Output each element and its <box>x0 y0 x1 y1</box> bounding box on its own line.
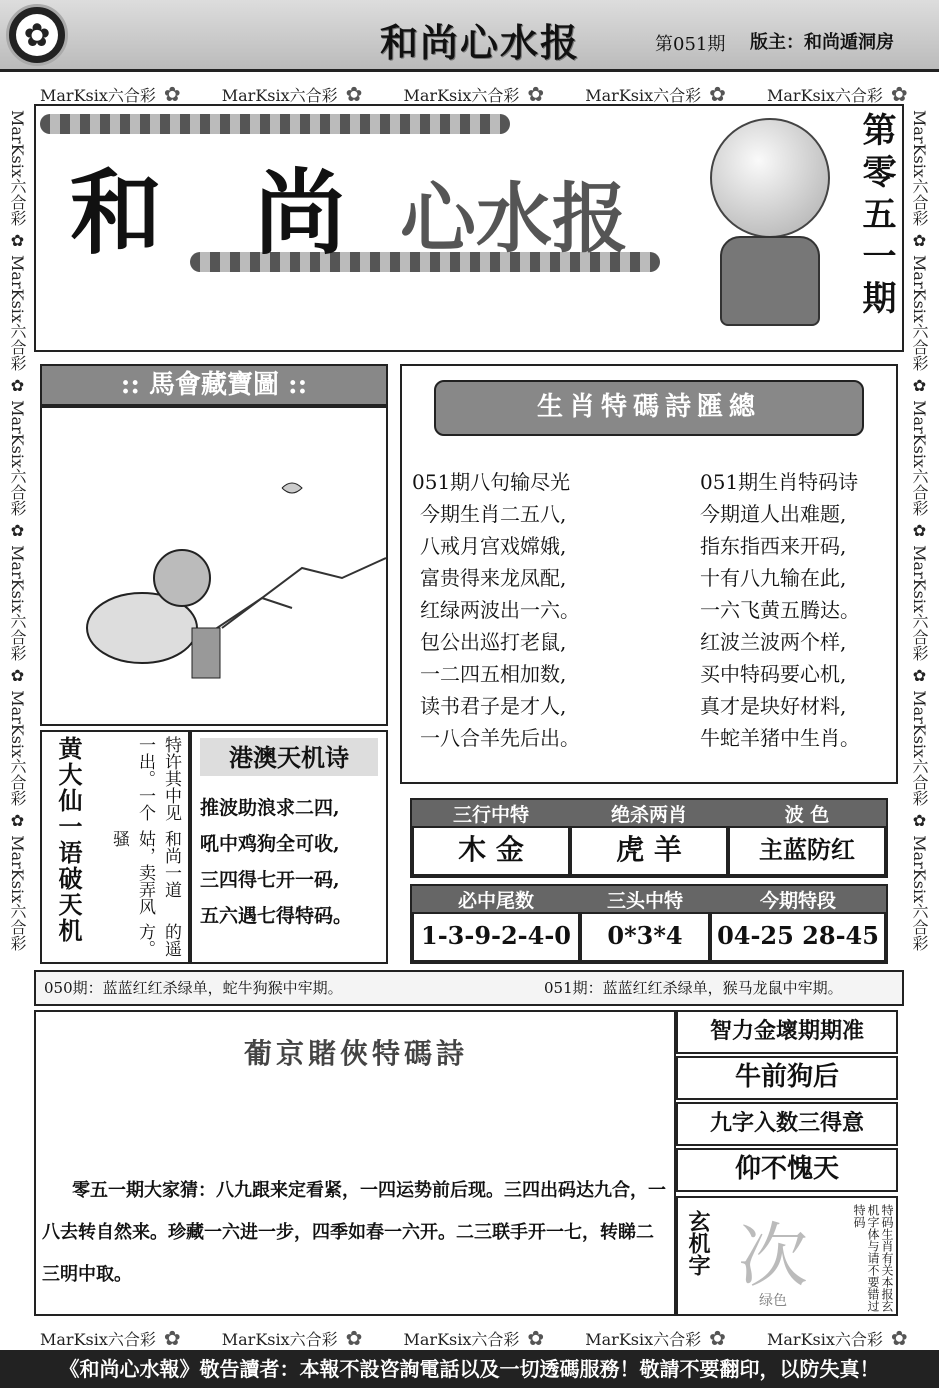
issue-vertical: 第零五一期 <box>856 112 896 322</box>
stats-head: 波 色 <box>728 800 886 826</box>
stats-head: 绝杀两肖 <box>570 800 728 826</box>
stats-value: 木 金 <box>412 826 570 876</box>
footer-notice: 《和尚心水報》敬告讀者：本報不設咨詢電話以及一切透碼服務！敬請不要翻印，以防失真！ <box>0 1350 939 1388</box>
poem-left-title: 051期八句输尽光 <box>412 470 571 494</box>
watermark-col-left: MarKsix六合彩 ✿ MarKsix六合彩 ✿ MarKsix六合彩 ✿ MarKsix六合彩 ✿ MarKsix六合彩 ✿ MarKsix六合彩 <box>8 110 27 952</box>
poem-line: 读书君子是才人, <box>420 694 567 718</box>
right-box-line4: 仰不愧天 <box>676 1148 898 1192</box>
poem-line: 十有八九输在此, <box>700 566 847 590</box>
flower-icon: ✿ <box>345 1326 363 1350</box>
gambler-poem-title: 葡京賭俠特碼詩 <box>243 1037 468 1070</box>
gangao-poem-title: 港澳天机诗 <box>200 738 378 776</box>
stats-value: 主蓝防红 <box>728 826 886 876</box>
poem-line: 八戒月宫戏嫦娥, <box>420 534 567 558</box>
poem-line: 包公出巡打老鼠, <box>420 630 567 654</box>
poem-line: 真才是块好材料, <box>700 694 847 718</box>
flower-icon: ✿ <box>163 1326 181 1350</box>
gangao-line: 五六遇七得特码。 <box>200 905 353 927</box>
poem-line: 今期道人出难题, <box>700 502 847 526</box>
flower-icon: ✿ <box>890 82 908 106</box>
xuanji-sublabel: 绿色 <box>759 1293 787 1309</box>
flower-icon: ✿ <box>890 1326 908 1350</box>
results-051: 051期：蓝蓝红红杀绿单，猴马龙鼠中牢期。 <box>544 979 843 997</box>
bauhinia-icon: ✿ <box>16 14 58 56</box>
watermark-row-top: MarKsix六合彩 ✿ MarKsix六合彩 ✿ MarKsix六合彩 ✿ MarKsix六合彩 ✿ MarKsix六合彩 ✿ <box>40 82 908 106</box>
results-bar <box>34 970 904 1006</box>
poem-line: 富贵得来龙凤配, <box>420 566 567 590</box>
flower-vine-top <box>40 114 510 134</box>
stats-value: 虎 羊 <box>570 826 728 876</box>
gangao-line: 推波助浪求二四, <box>200 797 340 819</box>
bird-icon <box>282 483 302 493</box>
masthead-title: 和 尚 <box>70 159 377 267</box>
right-box-line1: 智力金壞期期准 <box>676 1010 898 1054</box>
gangao-poem-text <box>200 790 380 934</box>
poem-right-title: 051期生肖特码诗 <box>700 470 859 494</box>
stats-head: 三行中特 <box>412 800 570 826</box>
stats-value: 04-25 28-45 <box>710 912 886 962</box>
poem-collection-title: 生肖特碼詩匯總 <box>434 380 864 436</box>
editor-name: 版主：和尚遁洞房 <box>750 32 894 53</box>
monk-mascot <box>710 118 830 238</box>
poem-right <box>700 466 892 754</box>
poem-line: 一六飞黄五腾达。 <box>700 598 860 622</box>
poem-line: 一八合羊先后出。 <box>420 726 580 750</box>
xuanji-char: 次 <box>738 1215 808 1297</box>
poem-line: 指东指西来开码, <box>700 534 847 558</box>
stats-value: 0*3*4 <box>580 912 710 962</box>
gambler-poem-text: 零五一期大家猜：八九跟来定看紧，一四运势前后现。三四出码达九合，一八去转自然来。珍藏一六进一步，四季如春一六开。二三联手开一七，转睇二三明中取。 <box>42 1180 666 1285</box>
stats-value: 1-3-9-2-4-0 <box>412 912 580 962</box>
huang-daxian-text <box>94 736 184 958</box>
poem-line: 牛蛇羊猪中生肖。 <box>700 726 860 750</box>
poem-line: 红波兰波两个样, <box>700 630 847 654</box>
gangao-line: 三四得七开一码, <box>200 869 340 891</box>
xuanji-note: 特码生肖有关本报玄机字体与请不要错过特码 <box>852 1204 894 1312</box>
right-box-line3: 九字入数三得意 <box>676 1102 898 1146</box>
stats-head: 必中尾数 <box>412 886 580 912</box>
flower-icon: ✿ <box>709 82 726 106</box>
poem-line: 今期生肖二五八, <box>420 502 567 526</box>
masthead-subtitle: 心水报 <box>400 174 628 263</box>
xuanji-label: 玄机字 <box>685 1210 711 1276</box>
poem-line: 红绿两波出一六。 <box>420 598 580 622</box>
gangao-line: 吼中鸡狗全可收, <box>200 833 340 855</box>
monk-body <box>720 236 820 326</box>
poem-line: 买中特码要心机, <box>700 662 847 686</box>
flower-icon: ✿ <box>527 1326 545 1350</box>
flower-icon: ✿ <box>709 1326 726 1350</box>
huang-daxian-column: 和尚一道姑，卖弄风骚 <box>109 829 181 915</box>
treasure-title: :: 馬會藏寶圖 :: <box>40 364 388 406</box>
poem-line: 一二四五相加数, <box>420 662 567 686</box>
watermark-col-right: MarKsix六合彩 ✿ MarKsix六合彩 ✿ MarKsix六合彩 ✿ MarKsix六合彩 ✿ MarKsix六合彩 ✿ MarKsix六合彩 <box>910 110 929 952</box>
treasure-map <box>40 406 388 726</box>
treasure-illustration <box>42 408 386 724</box>
flower-icon: ✿ <box>345 82 363 106</box>
watermark-row-bottom: MarKsix六合彩 ✿ MarKsix六合彩 ✿ MarKsix六合彩 ✿ MarKsix六合彩 ✿ MarKsix六合彩 ✿ <box>40 1326 908 1350</box>
stats-head: 三头中特 <box>580 886 710 912</box>
huang-daxian-column: 特许其中见一出。一个 <box>135 736 181 821</box>
issue-number: 第051期 <box>655 34 726 55</box>
results-050: 050期：蓝蓝红红杀绿单，蛇牛狗猴中牢期。 <box>44 979 343 997</box>
lion-head <box>154 550 210 606</box>
poem-left <box>412 466 652 754</box>
flower-icon: ✿ <box>527 82 545 106</box>
huang-daxian-column: 的遥方。 <box>135 923 181 957</box>
huang-daxian-title: 黄大仙一语破天机 <box>54 736 83 944</box>
stats-head: 今期特段 <box>710 886 886 912</box>
tree-stump <box>192 628 220 678</box>
newspaper-title: 和尚心水报 <box>380 20 581 65</box>
flower-icon: ✿ <box>163 82 181 106</box>
right-box-line2: 牛前狗后 <box>676 1056 898 1100</box>
